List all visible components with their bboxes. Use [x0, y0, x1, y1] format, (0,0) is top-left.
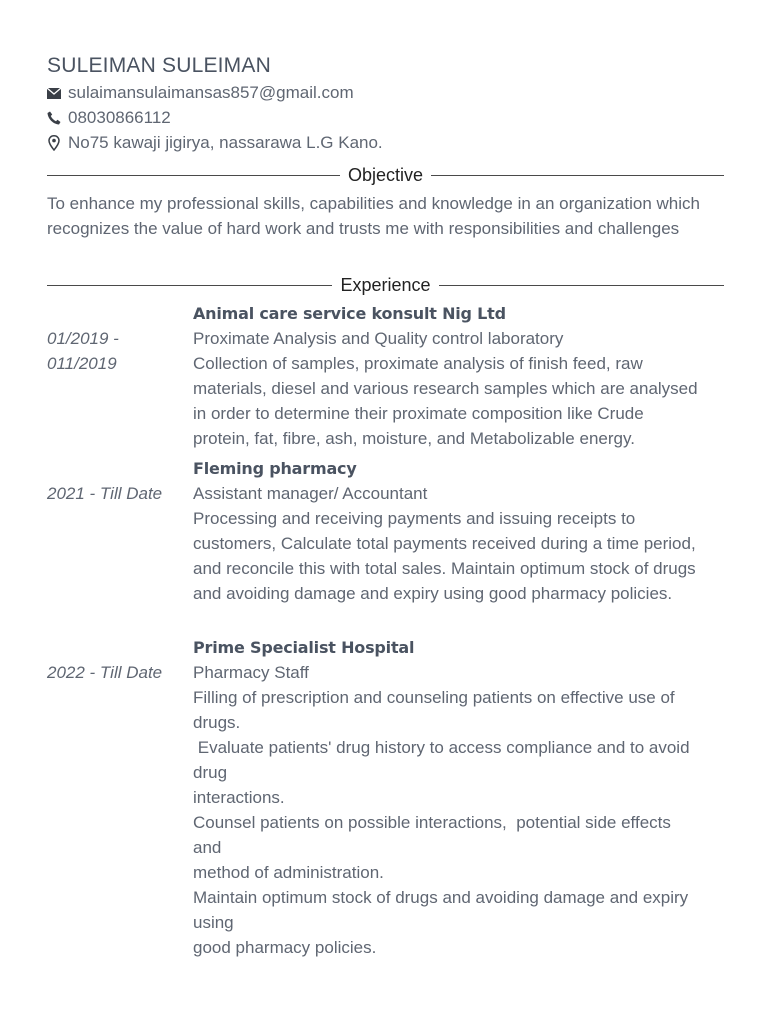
email-row — [47, 81, 354, 105]
phone-text[interactable]: 08030866112 — [68, 108, 171, 127]
entry-line: Counsel patients on possible interactions, potential side effects — [193, 813, 671, 832]
entry-line: interactions. — [193, 788, 285, 807]
entry-line: Filling of prescription and counseling patients on effective use of — [193, 688, 675, 707]
divider-line — [431, 175, 724, 176]
entry-line: Pharmacy Staff — [193, 663, 309, 682]
entry-line: Assistant manager/ Accountant — [193, 484, 428, 503]
entry-line: Processing and receiving payments and issuing receipts to — [193, 509, 636, 528]
entry-line: Evaluate patients' drug history to access compliance and to avoid — [193, 738, 690, 757]
phone-row — [47, 106, 171, 130]
organization-name: Prime Specialist Hospital — [193, 638, 415, 657]
entry-line: in order to determine their proximate composition like Crude — [193, 404, 644, 423]
organization-name: Animal care service konsult Nig Ltd — [193, 304, 506, 323]
date-line: 2021 - Till Date — [47, 484, 163, 503]
entry-date — [47, 326, 187, 376]
entry-date — [47, 660, 187, 685]
entry-line: and reconcile this with total sales. Maintain optimum stock of drugs — [193, 559, 696, 578]
entry-line: and avoiding damage and expiry using good pharmacy policies. — [193, 584, 673, 603]
entry-line: drugs. — [193, 713, 241, 732]
address-text: No75 kawaji jigirya, nassarawa L.G Kano. — [68, 133, 383, 152]
entry-line: good pharmacy policies. — [193, 938, 377, 957]
date-line: 2022 - Till Date — [47, 663, 163, 682]
entry-line: and — [193, 838, 222, 857]
objective-title: Objective — [347, 165, 424, 185]
divider-line — [47, 285, 332, 286]
entry-date — [47, 481, 187, 506]
entry-line: using — [193, 913, 234, 932]
candidate-name: SULEIMAN SULEIMAN — [47, 54, 271, 77]
experience-entry — [193, 456, 728, 606]
experience-heading — [47, 274, 724, 296]
divider-line — [439, 285, 724, 286]
experience-title: Experience — [340, 275, 431, 295]
address-row — [47, 131, 383, 155]
entry-line: protein, fat, fibre, ash, moisture, and Metabolizable energy. — [193, 429, 635, 448]
phone-icon — [47, 110, 61, 126]
email-text[interactable]: sulaimansulaimansas857@gmail.com — [68, 83, 354, 102]
entry-line: materials, diesel and various research samples which are analysed — [193, 379, 698, 398]
entry-line: Collection of samples, proximate analysis of finish feed, raw — [193, 354, 643, 373]
entry-line: Maintain optimum stock of drugs and avoiding damage and expiry — [193, 888, 689, 907]
entry-line: method of administration. — [193, 863, 384, 882]
objective-text: To enhance my professional skills, capabilities and knowledge in an organization which recognizes the value of hard work and trusts me with responsibilities and challenges — [47, 194, 700, 238]
objective-heading — [47, 164, 724, 186]
date-line: 01/2019 - — [47, 329, 119, 348]
location-pin-icon — [47, 135, 61, 151]
divider-line — [47, 175, 340, 176]
entry-line: customers, Calculate total payments received during a time period, — [193, 534, 696, 553]
entry-line: drug — [193, 763, 228, 782]
entry-line: Proximate Analysis and Quality control laboratory — [193, 329, 564, 348]
experience-entry — [193, 635, 728, 960]
organization-name: Fleming pharmacy — [193, 459, 357, 478]
date-line: 011/2019 — [47, 354, 117, 373]
experience-entry — [193, 301, 728, 451]
envelope-icon — [47, 85, 61, 101]
